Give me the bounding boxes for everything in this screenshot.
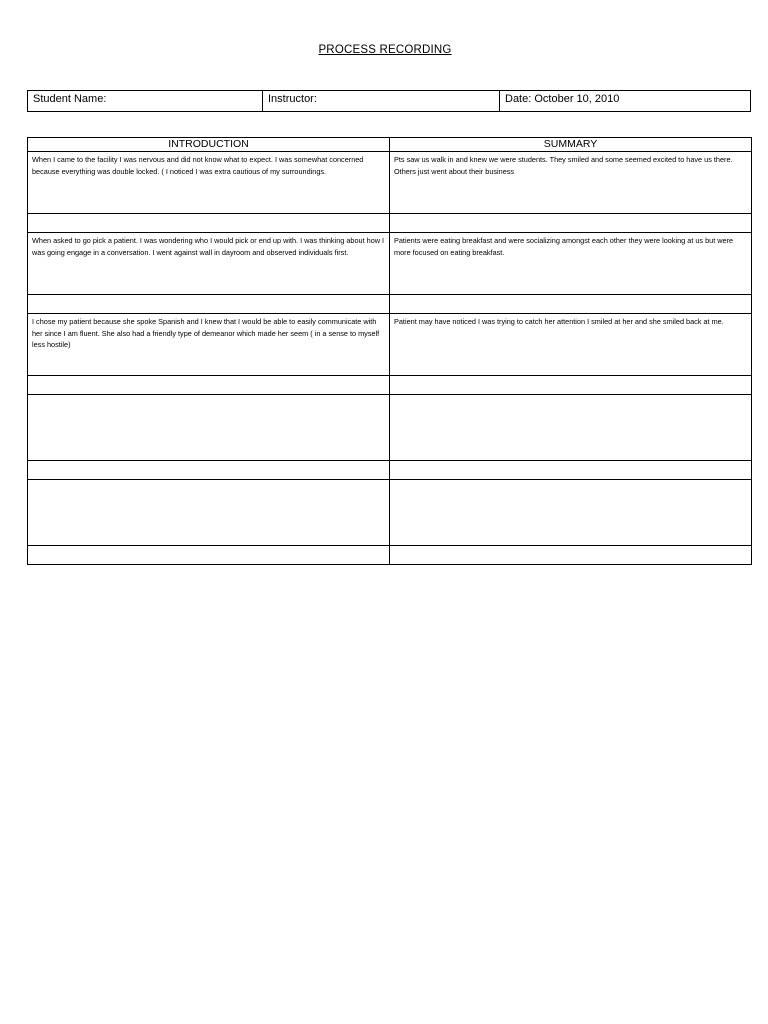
introduction-cell[interactable]: When asked to go pick a patient. I was wondering who I would pick or end up with. I was thinking about how I was going engage in a conversation. I went against wall in dayroom and observed individuals first.: [28, 233, 390, 295]
summary-column-header: SUMMARY: [390, 138, 752, 152]
header-info-table: [27, 90, 751, 112]
spacer-cell: [28, 376, 390, 395]
spacer-cell: [28, 461, 390, 480]
introduction-cell[interactable]: [28, 480, 390, 546]
spacer-row: [28, 461, 752, 480]
introduction-cell[interactable]: I chose my patient because she spoke Spanish and I knew that I would be able to easily communicate with her since I am fluent. She also had a friendly type of demeanor which made her seem ( in a sense to myself less hostile): [28, 314, 390, 376]
header-info-row: [28, 91, 751, 112]
spacer-row: [28, 376, 752, 395]
summary-cell[interactable]: Pts saw us walk in and knew we were students. They smiled and some seemed excited to have us there. Others just went about their business: [390, 152, 752, 214]
spacer-cell: [390, 461, 752, 480]
introduction-cell[interactable]: When I came to the facility I was nervous and did not know what to expect. I was somewhat concerned because everything was double locked. ( I noticed I was extra cautious of my surroundings.: [28, 152, 390, 214]
spacer-cell: [28, 546, 390, 565]
summary-cell[interactable]: Patient may have noticed I was trying to catch her attention I smiled at her and she smiled back at me.: [390, 314, 752, 376]
summary-cell[interactable]: [390, 395, 752, 461]
summary-cell[interactable]: Patients were eating breakfast and were socializing amongst each other they were looking at us but were more focused on eating breakfast.: [390, 233, 752, 295]
spacer-row: [28, 546, 752, 565]
instructor-field[interactable]: Instructor:: [263, 91, 500, 112]
process-recording-table: [27, 137, 752, 565]
table-header-row: [28, 138, 752, 152]
table-row: [28, 480, 752, 546]
date-field[interactable]: Date: October 10, 2010: [500, 91, 751, 112]
spacer-row: [28, 295, 752, 314]
student-name-field[interactable]: Student Name:: [28, 91, 263, 112]
document-title: PROCESS RECORDING: [318, 44, 452, 56]
summary-cell[interactable]: [390, 480, 752, 546]
table-row: [28, 314, 752, 376]
introduction-cell[interactable]: [28, 395, 390, 461]
spacer-cell: [390, 295, 752, 314]
table-row: [28, 395, 752, 461]
spacer-cell: [28, 214, 390, 233]
spacer-row: [28, 214, 752, 233]
spacer-cell: [390, 546, 752, 565]
introduction-column-header: INTRODUCTION: [28, 138, 390, 152]
spacer-cell: [390, 214, 752, 233]
spacer-cell: [390, 376, 752, 395]
spacer-cell: [28, 295, 390, 314]
table-row: [28, 152, 752, 214]
table-row: [28, 233, 752, 295]
